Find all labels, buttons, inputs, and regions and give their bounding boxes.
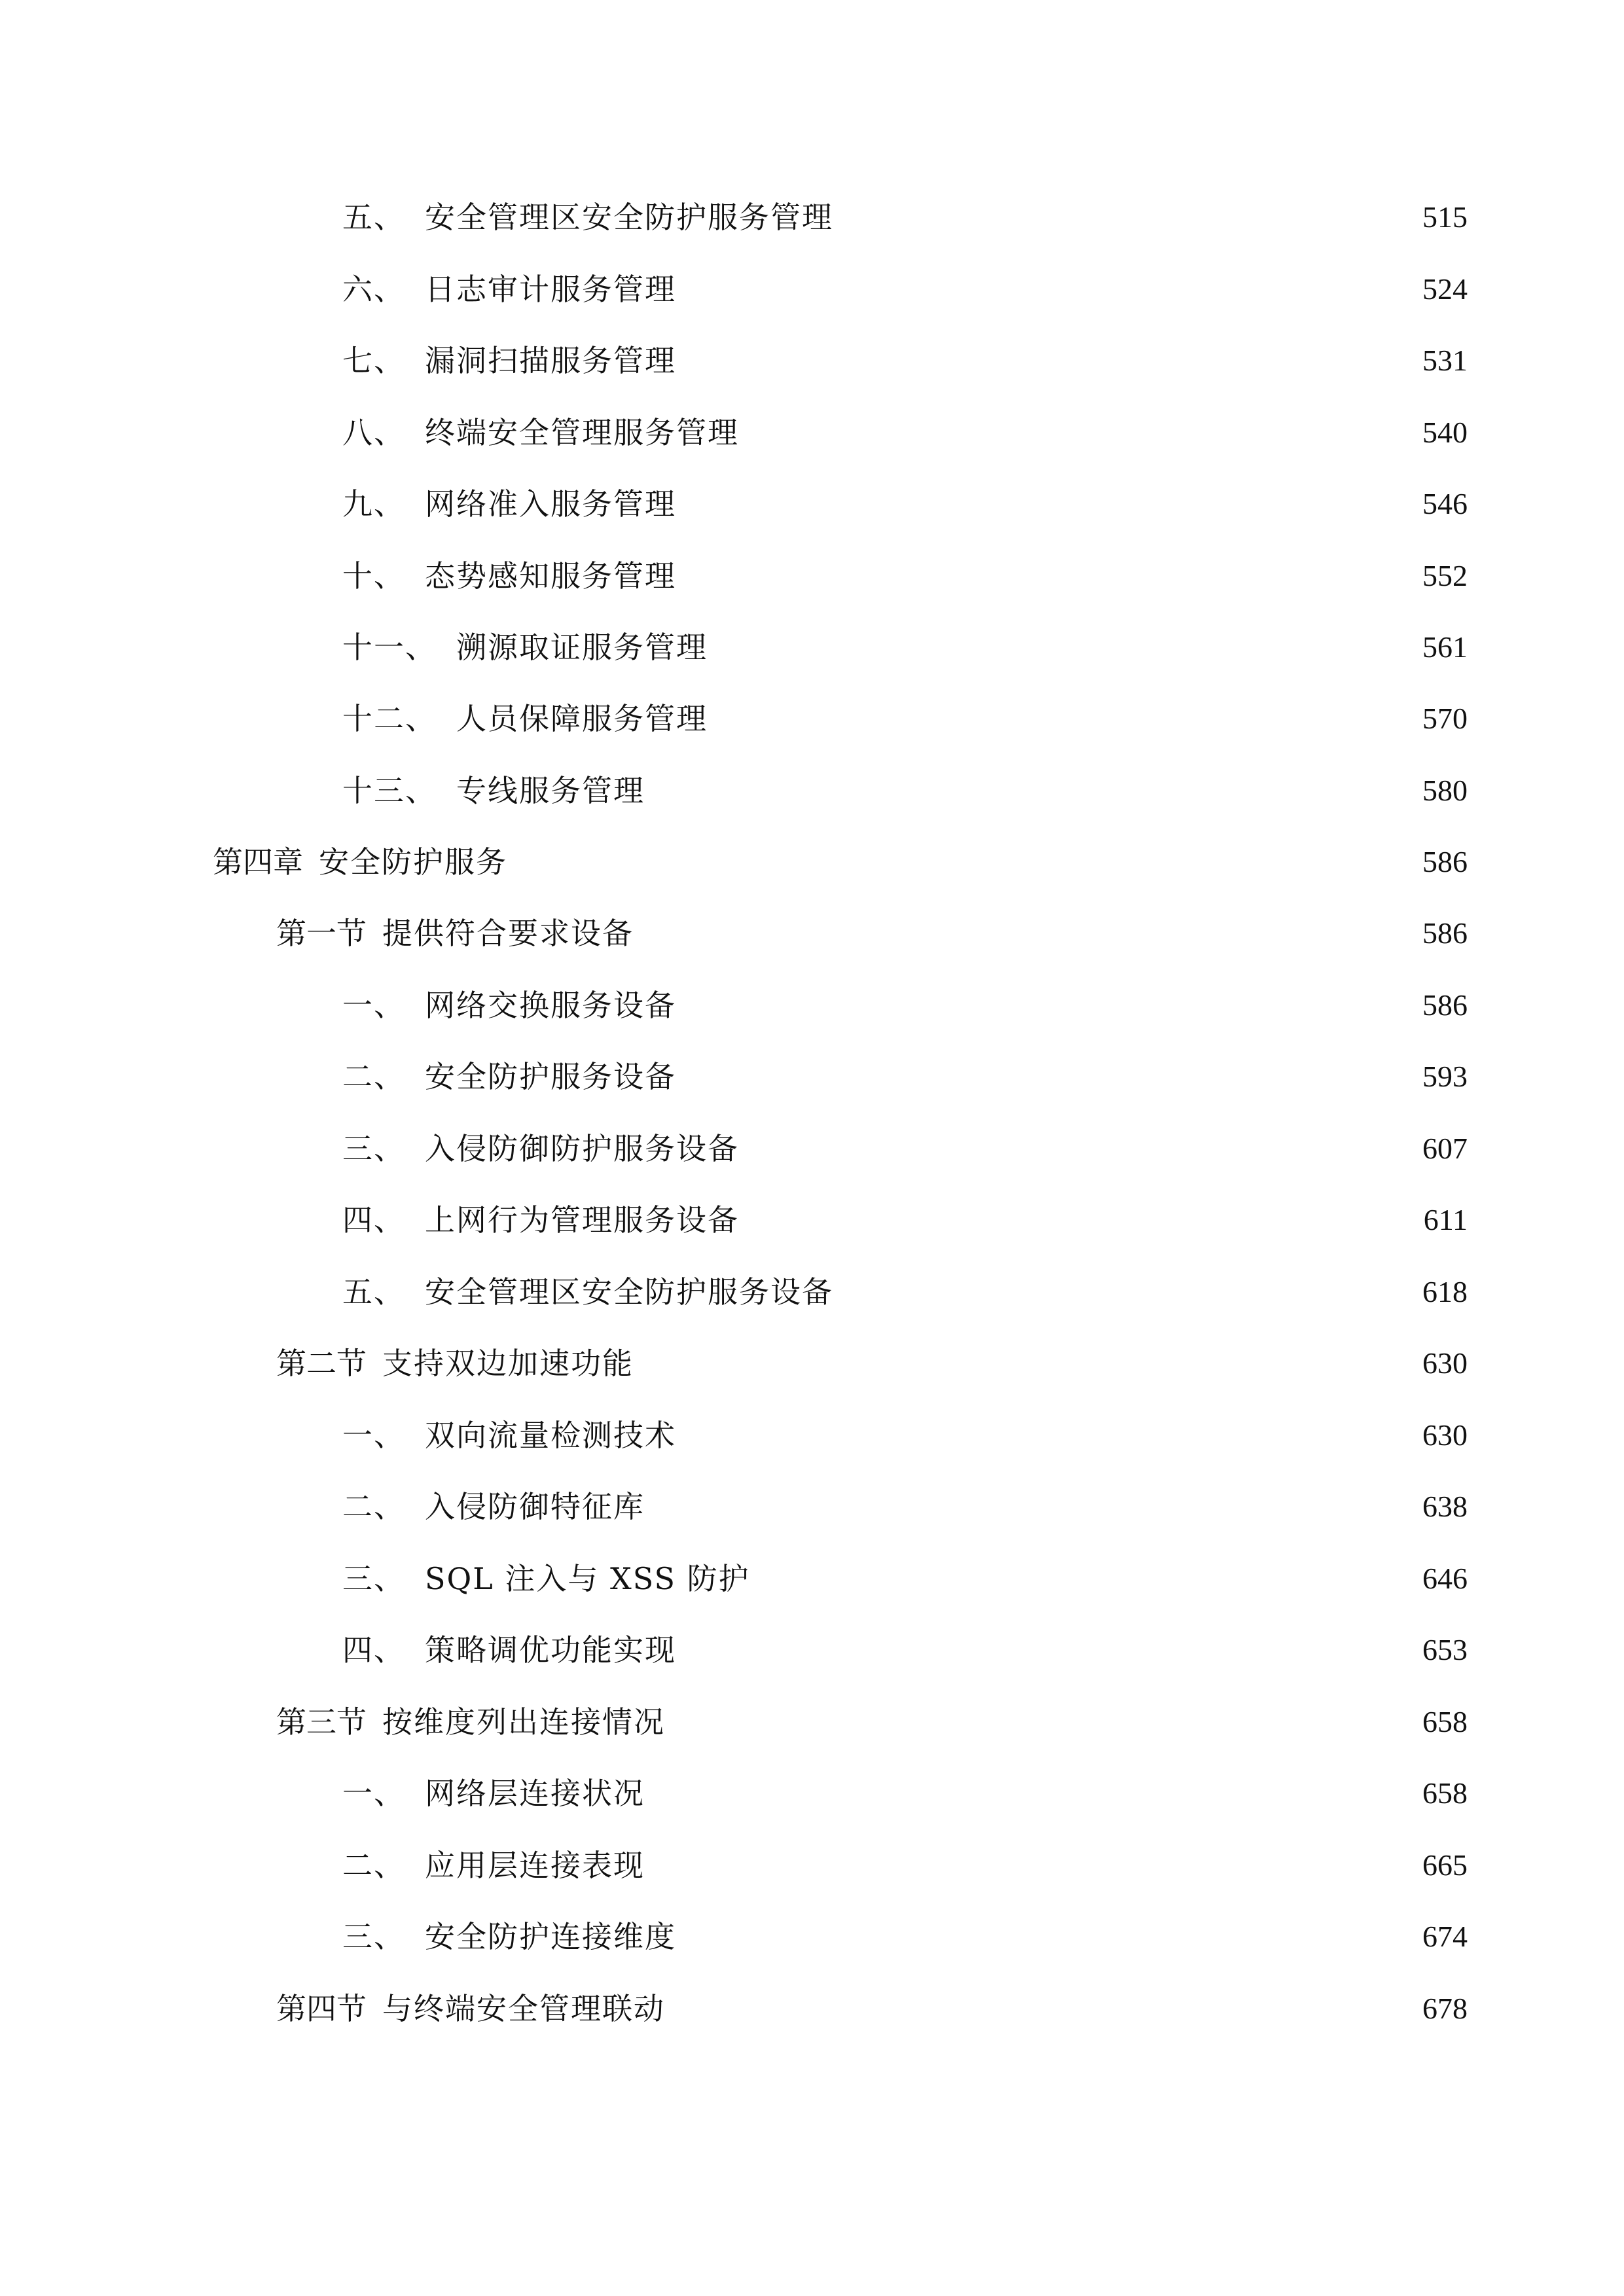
toc-dot-leader (684, 263, 1409, 315)
toc-number: 十二、 (342, 701, 437, 736)
toc-dot-leader (684, 1624, 1409, 1676)
toc-title: 态势感知服务管理 (425, 558, 676, 594)
toc-page-number: 524 (1422, 272, 1468, 306)
toc-number: 第二节 (276, 1346, 367, 1381)
toc-entry[interactable] (342, 1910, 1468, 1963)
toc-entry-section[interactable] (276, 1696, 1468, 1748)
toc-page-number: 570 (1422, 702, 1468, 735)
toc-number: 二、 (342, 1848, 405, 1883)
toc-number: 三、 (342, 1561, 405, 1596)
toc-number: 五、 (342, 1274, 405, 1310)
toc-dot-leader (684, 1050, 1409, 1103)
toc-number: 一、 (342, 1418, 405, 1453)
toc-number: 十一、 (342, 630, 437, 665)
toc-title: 上网行为管理服务设备 (425, 1202, 739, 1238)
toc-page-number: 540 (1422, 416, 1468, 449)
toc-number: 二、 (342, 1489, 405, 1524)
toc-entry[interactable] (342, 979, 1468, 1031)
toc-page-number: 653 (1422, 1633, 1468, 1666)
toc-title: 溯源取证服务管理 (456, 630, 708, 665)
toc-entry[interactable] (342, 764, 1468, 817)
toc-number: 四、 (342, 1202, 405, 1238)
toc-title: 网络交换服务设备 (425, 988, 676, 1023)
toc-entry[interactable] (342, 334, 1468, 387)
toc-page-number: 665 (1422, 1848, 1468, 1882)
toc-entry[interactable] (342, 406, 1468, 459)
toc-title: 安全防护服务 (319, 844, 507, 880)
toc-entry-section[interactable] (276, 1337, 1468, 1390)
toc-title: 日志审计服务管理 (425, 272, 676, 307)
toc-title: 入侵防御特征库 (425, 1489, 645, 1524)
toc-title: 安全防护连接维度 (425, 1919, 676, 1954)
toc-dot-leader (841, 1266, 1409, 1318)
toc-title: 专线服务管理 (456, 773, 645, 808)
toc-title: 双向流量检测技术 (425, 1418, 676, 1453)
toc-page-number: 646 (1422, 1562, 1468, 1595)
toc-entry[interactable] (342, 1624, 1468, 1676)
toc-number: 一、 (342, 988, 405, 1023)
toc-page-number: 552 (1422, 559, 1468, 592)
toc-entry[interactable] (342, 263, 1468, 315)
toc-number: 四、 (342, 1632, 405, 1668)
toc-number: 第四节 (276, 1991, 367, 2026)
toc-dot-leader (641, 907, 1409, 960)
toc-number: 五、 (342, 200, 405, 235)
toc-title: 支持双边加速功能 (382, 1346, 634, 1381)
toc-entry[interactable] (342, 1552, 1468, 1605)
toc-dot-leader (673, 1696, 1409, 1748)
toc-page-number: 658 (1422, 1776, 1468, 1810)
toc-title: 应用层连接表现 (425, 1848, 645, 1883)
toc-dot-leader (641, 1337, 1409, 1390)
toc-title: 安全防护服务设备 (425, 1059, 676, 1094)
toc-dot-leader (684, 478, 1409, 530)
toc-dot-leader (653, 1480, 1409, 1533)
toc-entry[interactable] (342, 621, 1468, 673)
toc-dot-leader (747, 1122, 1409, 1175)
toc-number: 三、 (342, 1919, 405, 1954)
toc-page-number: 580 (1422, 774, 1468, 807)
toc-dot-leader (515, 836, 1409, 888)
toc-page-number: 678 (1422, 1992, 1468, 2025)
toc-title: 人员保障服务管理 (456, 701, 708, 736)
toc-title: 与终端安全管理联动 (382, 1991, 665, 2026)
toc-entry-chapter[interactable] (213, 836, 1468, 888)
toc-entry[interactable] (342, 550, 1468, 602)
toc-entry[interactable] (342, 1409, 1468, 1462)
toc-number: 十、 (342, 558, 405, 594)
toc-title: 策略调优功能实现 (425, 1632, 676, 1668)
toc-page-number: 586 (1422, 988, 1468, 1022)
toc-dot-leader (747, 1194, 1409, 1246)
toc-entry-section[interactable] (276, 1982, 1468, 2035)
toc-entry-section[interactable] (276, 907, 1468, 960)
toc-entry[interactable] (342, 1194, 1468, 1246)
toc-page-number: 618 (1422, 1275, 1468, 1308)
toc-entry[interactable] (342, 1839, 1468, 1892)
toc-page-number: 515 (1422, 200, 1468, 234)
toc-dot-leader (684, 1409, 1409, 1462)
toc-number: 六、 (342, 272, 405, 307)
toc-dot-leader (841, 191, 1409, 243)
toc-page-number: 674 (1422, 1920, 1468, 1953)
toc-page-number: 611 (1423, 1203, 1468, 1236)
toc-title: 网络层连接状况 (425, 1776, 645, 1811)
toc-number: 二、 (342, 1059, 405, 1094)
toc-number: 十三、 (342, 773, 437, 808)
toc-dot-leader (653, 1839, 1409, 1892)
toc-page-number: 531 (1422, 344, 1468, 377)
toc-page-number: 546 (1422, 487, 1468, 520)
toc-number: 三、 (342, 1131, 405, 1166)
toc-dot-leader (673, 1982, 1409, 2035)
toc-title: 安全管理区安全防护服务设备 (425, 1274, 833, 1310)
toc-page-number: 607 (1422, 1132, 1468, 1165)
toc-dot-leader (747, 406, 1409, 459)
toc-number: 八、 (342, 415, 405, 450)
toc-entry[interactable] (342, 1480, 1468, 1533)
toc-dot-leader (684, 550, 1409, 602)
toc-page-number: 586 (1422, 916, 1468, 950)
toc-dot-leader (653, 1767, 1409, 1820)
toc-page-number: 586 (1422, 845, 1468, 878)
toc-dot-leader (684, 1910, 1409, 1963)
toc-entry[interactable] (342, 1050, 1468, 1103)
toc-dot-leader (715, 692, 1409, 745)
toc-dot-leader (684, 979, 1409, 1031)
toc-title: 终端安全管理服务管理 (425, 415, 739, 450)
toc-entry[interactable] (342, 1767, 1468, 1820)
toc-number: 第四章 (213, 844, 303, 880)
toc-dot-leader (653, 764, 1409, 817)
toc-title: 安全管理区安全防护服务管理 (425, 200, 833, 235)
toc-page-number: 638 (1422, 1490, 1468, 1523)
toc-page-number: 658 (1422, 1705, 1468, 1738)
toc-entry[interactable] (342, 478, 1468, 530)
toc-dot-leader (715, 621, 1409, 673)
toc-title: SQL 注入与 XSS 防护 (425, 1561, 750, 1596)
toc-number: 九、 (342, 486, 405, 522)
toc-dot-leader (758, 1552, 1409, 1605)
toc-title: 入侵防御防护服务设备 (425, 1131, 739, 1166)
toc-dot-leader (684, 334, 1409, 387)
toc-page-number: 561 (1422, 630, 1468, 664)
toc-entry[interactable] (342, 191, 1468, 243)
toc-title: 网络准入服务管理 (425, 486, 676, 522)
toc-page-number: 630 (1422, 1346, 1468, 1380)
toc-number: 第三节 (276, 1704, 367, 1740)
toc-entry[interactable] (342, 692, 1468, 745)
toc-title: 按维度列出连接情况 (382, 1704, 665, 1740)
toc-number: 一、 (342, 1776, 405, 1811)
toc-page-number: 593 (1422, 1060, 1468, 1093)
toc-number: 第一节 (276, 916, 367, 951)
toc-entry[interactable] (342, 1266, 1468, 1318)
toc-entry[interactable] (342, 1122, 1468, 1175)
toc-page-number: 630 (1422, 1418, 1468, 1452)
toc-number: 七、 (342, 343, 405, 378)
toc-title: 提供符合要求设备 (382, 916, 634, 951)
toc-title: 漏洞扫描服务管理 (425, 343, 676, 378)
